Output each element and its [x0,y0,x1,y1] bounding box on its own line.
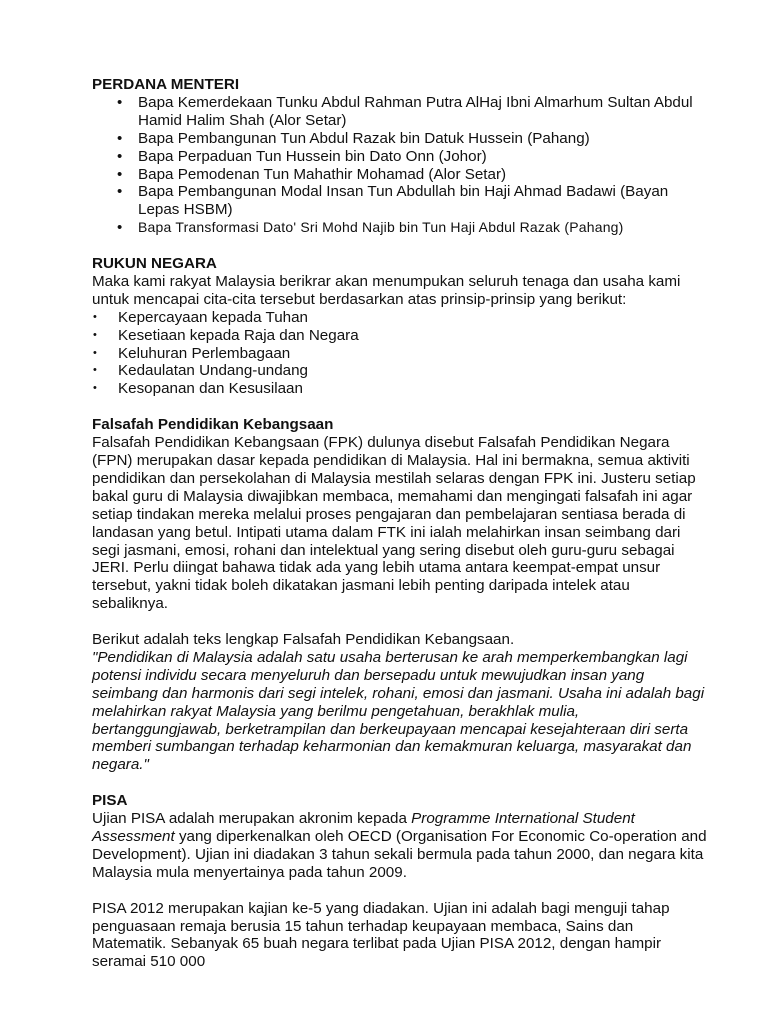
section-falsafah [92,416,708,774]
pisa-paragraph-1 [92,810,708,882]
heading-pisa: PISA [92,792,128,810]
falsafah-quote: "Pendidikan di Malaysia adalah satu usaha berterusan ke arah memperkembangkan lagi potensi individu secara menyeluruh dan bersepadu untuk mewujudkan insan yang seimbang dan harmonis dari segi intelek, rohani, emosi dan jasmani. Usaha ini adalah bagi melahirkan rakyat Malaysia yang berilmu pengetahuan, berakhlak mulia, bertanggungjawab, berketrampilan dan berkeupayaan mencapai kesejahteraan diri serta memberi sumbangan terhadap keharmonian dan kemakmuran keluarga, masyarakat dan negara." [92,648,705,774]
pisa-p1-before: Ujian PISA adalah merupakan akronim kepada [92,810,412,828]
list-item: • Kepercayaan kepada Tuhan [92,309,708,327]
perdana-menteri-list [92,94,708,237]
section-perdana-menteri [92,76,708,237]
list-item: • Kesopanan dan Kesusilaan [92,380,708,398]
pisa-p1-after: yang diperkenalkan oleh OECD (Organisation For Economic Co-operation and Development). Ujian ini diadakan 3 tahun sekali bermula pada tahun 2000, dan negara kita Malaysia mula menyertainya pada tahun 2009. [92,828,707,881]
list-item: • Bapa Kemerdekaan Tunku Abdul Rahman Putra AlHaj Ibni Almarhum Sultan Abdul Hamid Halim Shah (Alor Setar) [92,94,708,130]
list-item: • Bapa Pembangunan Modal Insan Tun Abdullah bin Haji Ahmad Badawi (Bayan Lepas HSBM) [92,183,708,219]
heading-rukun-negara: RUKUN NEGARA [92,255,217,273]
heading-falsafah: Falsafah Pendidikan Kebangsaan [92,416,334,434]
heading-perdana-menteri: PERDANA MENTERI [92,76,240,93]
list-item: • Kesetiaan kepada Raja dan Negara [92,327,708,345]
rukun-negara-intro: Maka kami rakyat Malaysia berikrar akan menumpukan seluruh tenaga dan usaha kami untuk mencapai cita-cita tersebut berdasarkan atas prinsip-prinsip yang berikut: [92,272,681,308]
section-pisa [92,792,708,971]
section-rukun-negara [92,255,708,398]
list-item: • Bapa Transformasi Dato' Sri Mohd Najib bin Tun Haji Abdul Razak (Pahang) [92,219,708,237]
list-item: • Keluhuran Perlembagaan [92,345,708,363]
list-item: • Bapa Pemodenan Tun Mahathir Mohamad (Alor Setar) [92,166,708,184]
list-item: • Bapa Pembangunan Tun Abdul Razak bin Datuk Hussein (Pahang) [92,130,708,148]
pisa-paragraph-2: PISA 2012 merupakan kajian ke-5 yang diadakan. Ujian ini adalah bagi menguji tahap penguasaan remaja berusia 15 tahun terhadap keupayaan membaca, Sains dan Matematik. Sebanyak 65 buah negara terlibat pada Ujian PISA 2012, dengan hampir seramai 510 000 [92,899,670,971]
falsafah-lead: Berikut adalah teks lengkap Falsafah Pendidikan Kebangsaan. [92,631,515,649]
rukun-negara-list [92,309,708,399]
pisa-p1-italic: Programme International Student Assessment [92,810,635,845]
list-item: • Bapa Perpaduan Tun Hussein bin Dato Onn (Johor) [92,148,708,166]
falsafah-paragraph: Falsafah Pendidikan Kebangsaan (FPK) dulunya disebut Falsafah Pendidikan Negara (FPN) merupakan dasar kepada pendidikan di Malaysia. Hal ini bermakna, semua aktiviti pendidikan dan persekolahan di Malaysia mestilah selaras dengan FPK ini. Justeru setiap bakal guru di Malaysia diwajibkan membaca, memahami dan mengingati falsafah ini agar setiap tindakan mereka melalui proses pengajaran dan pembelajaran sentiasa berada di landasan yang betul. Intipati utama dalam FTK ini ialah melahirkan insan seimbang dari segi jasmani, emosi, rohani dan intelektual yang sering disebut oleh guru-guru sebagai JERI. Perlu diingat bahawa tidak ada yang lebih utama antara keempat-empat unsur tersebut, yakni tidak boleh dikatakan jasmani lebih penting daripada intelek atau sebaliknya. [92,434,696,613]
list-item: • Kedaulatan Undang-undang [92,362,708,380]
